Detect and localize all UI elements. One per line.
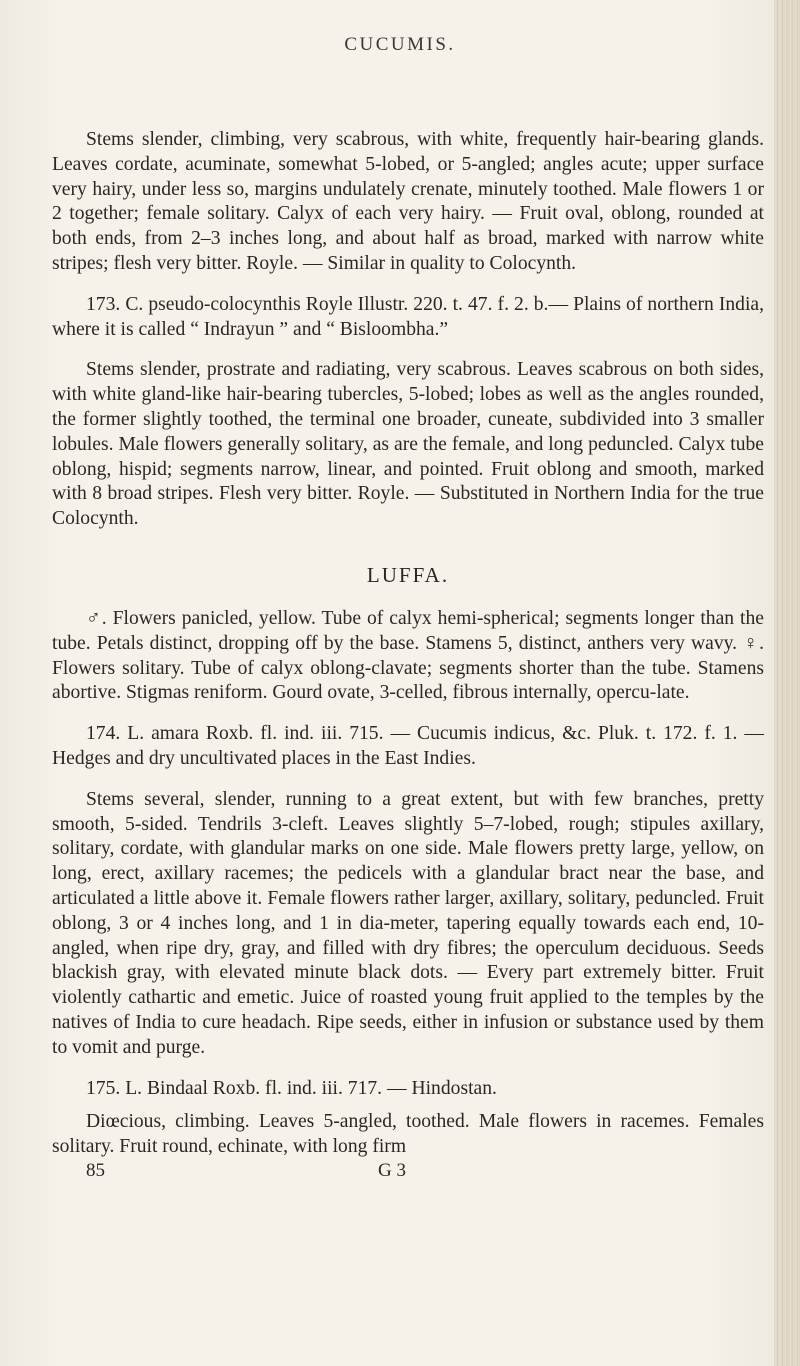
entry-174-luffa-amara: 174. L. amara Roxb. fl. ind. iii. 715. — Cucumis indicus, &c. Pluk. t. 172. f. 1. — Hedges and dry uncultivated places in the East Indies. — [52, 723, 764, 769]
page-edge — [774, 0, 800, 1366]
paragraph-cucumis-colocynth-description: Stems slender, climbing, very scabrous, with white, frequently hair-bearing glands. Leaves cordate, acuminate, somewhat 5-lobed, or 5-angled; angles acute; upper surface very hairy, under less so, margins undulately crenate, minutely toothed. Male flowers 1 or 2 together; female solitary. Calyx of each very hairy. — Fruit oval, oblong, rounded at both ends, from 2–3 inches long, and about half as broad, marked with narrow white stripes; flesh very bitter. Royle. — Similar in quality to Colocynth. — [52, 129, 764, 274]
paragraph-luffa-genus-description: ♂. Flowers panicled, yellow. Tube of calyx hemi-spherical; segments longer than the tube. Petals distinct, dropping off by the base. Stamens 5, distinct, anthers very wavy. ♀. Flowers solitary. Tube of calyx oblong-clavate; segments shorter than the tube. Stamens abortive. Stigmas reniform. Gourd ovate, 3-celled, fibrous internally, opercu-late. — [52, 607, 764, 704]
paragraph-luffa-bindaal-description: Diœcious, climbing. Leaves 5-angled, toothed. Male flowers in racemes. Females solitary. Fruit round, echinate, with long firm — [52, 1111, 764, 1158]
entry-173-pseudo-colocynthis: 173. C. pseudo-colocynthis Royle Illustr. 220. t. 47. f. 2. b.— Plains of northern India, where it is called “ Indrayun ” and “ Bisloombha.” — [52, 293, 764, 340]
paragraph-luffa-amara-description: Stems several, slender, running to a great extent, but with few branches, pretty smooth, 5-sided. Tendrils 3-cleft. Leaves slightly 5–7-lobed, rough; stipules axillary, solitary, cordate, with glandular marks on one side. Male flowers pretty large, yellow, on long, erect, axillary racemes; the pedicels with a glandular bract near the base, and articulated a little above it. Female flowers rather larger, axillary, solitary, peduncled. Fruit oblong, 3 or 4 inches long, and 1 in dia-meter, tapering equally towards each end, 10-angled, when ripe dry, gray, and filled with dry fibres; the operculum deciduous. Seeds blackish gray, with elevated minute black dots. — Every part extremely bitter. Fruit violently cathartic and emetic. Juice of roasted young fruit applied to the temples by the natives of India to cure headach. Ripe seeds, either in infusion or substance used by them to vomit and purge. — [52, 788, 764, 1058]
page-body — [52, 128, 764, 1186]
section-heading-luffa: LUFFA. — [366, 562, 450, 587]
running-head: CUCUMIS. — [344, 34, 456, 55]
paragraph-pseudo-colocynthis-description: Stems slender, prostrate and radiating, very scabrous. Leaves scabrous on both sides, with white gland-like hair-bearing tubercles, 5-lobed; lobes as well as the angles rounded, the former slightly toothed, the terminal one broader, cuneate, subdivided into 3 smaller lobules. Male flowers generally solitary, as are the female, and long peduncled. Calyx tube oblong, hispid; segments narrow, linear, and pointed. Fruit oblong and smooth, marked with 8 broad stripes. Flesh very bitter. Royle. — Substituted in Northern India for the true Colocynth. — [52, 359, 764, 530]
entry-175-luffa-bindaal: 175. L. Bindaal Roxb. fl. ind. iii. 717. — Hindostan. — [86, 1077, 497, 1099]
signature-mark: G 3 — [378, 1159, 406, 1181]
page-number: 85 — [86, 1159, 105, 1181]
page-footer — [52, 1160, 764, 1186]
